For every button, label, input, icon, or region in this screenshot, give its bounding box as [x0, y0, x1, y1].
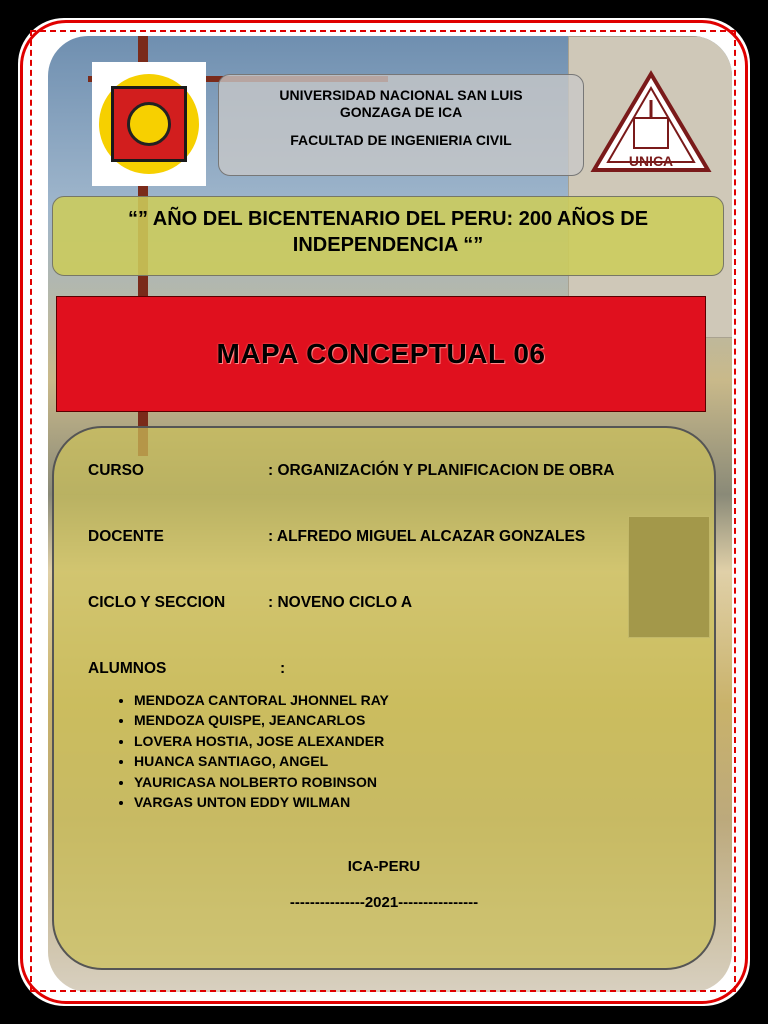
title-banner — [56, 296, 706, 412]
cycle-row — [88, 594, 412, 612]
teacher-label: DOCENTE — [88, 528, 164, 545]
faculty-logo — [590, 70, 712, 174]
cycle-value: : NOVENO CICLO A — [268, 594, 413, 611]
faculty-name: FACULTAD DE INGENIERIA CIVIL — [290, 132, 512, 148]
teacher-value: : ALFREDO MIGUEL ALCAZAR GONZALES — [268, 528, 586, 545]
students-label: ALUMNOS — [88, 660, 167, 677]
students-colon: : — [280, 660, 286, 677]
sun-emblem-icon — [99, 74, 199, 174]
course-value: : ORGANIZACIÓN Y PLANIFICACION DE OBRA — [268, 462, 615, 479]
shield-icon — [111, 86, 187, 162]
cycle-label: CICLO Y SECCION — [88, 594, 226, 611]
university-header — [218, 74, 584, 176]
list-item: • MENDOZA CANTORAL JHONNEL RAY — [134, 690, 389, 710]
university-name-line1: UNIVERSIDAD NACIONAL SAN LUIS — [279, 87, 523, 103]
list-item: • VARGAS UNTON EDDY WILMAN — [134, 792, 389, 812]
list-item: • MENDOZA QUISPE, JEANCARLOS — [134, 710, 389, 730]
page-title: MAPA CONCEPTUAL 06 — [216, 338, 546, 369]
seal-icon — [127, 102, 171, 146]
course-row — [88, 462, 614, 480]
place-text: ICA-PERU — [347, 858, 421, 875]
university-logo — [92, 62, 206, 186]
info-panel — [52, 426, 716, 970]
list-item: • HUANCA SANTIAGO, ANGEL — [134, 751, 389, 771]
teacher-row — [88, 528, 585, 546]
students-list — [114, 690, 389, 812]
faculty-logo-text: UNICA — [628, 153, 674, 169]
year-text: ---------------2021---------------- — [289, 894, 479, 911]
list-item: • YAURICASA NOLBERTO ROBINSON — [134, 772, 389, 792]
university-name-line2: GONZAGA DE ICA — [339, 104, 463, 120]
course-label: CURSO — [88, 462, 144, 479]
list-item: • LOVERA HOSTIA, JOSE ALEXANDER — [134, 731, 389, 751]
students-row — [88, 660, 285, 678]
year-motto: “” AÑO DEL BICENTENARIO DEL PERU: 200 AÑOS DE INDEPENDENCIA “” — [52, 196, 724, 276]
